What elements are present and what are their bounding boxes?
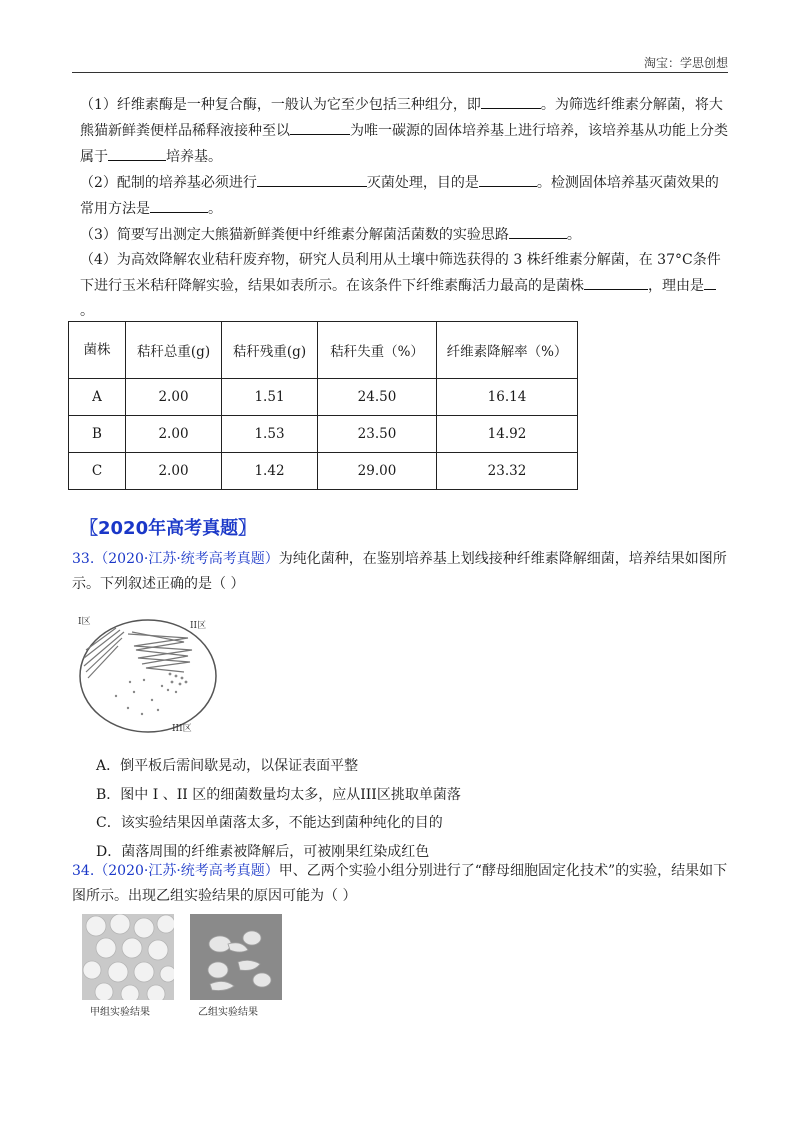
text-run: （1）纤维素酶是一种复合酶，一般认为它至少包括三种组分，即 xyxy=(80,97,481,113)
group-b-result-photo xyxy=(190,914,282,1000)
petri-dish-rim xyxy=(80,620,216,732)
petri-dish-figure xyxy=(72,610,222,736)
photo-caption: 甲组实验结果 xyxy=(90,1007,150,1018)
answer-blank[interactable] xyxy=(704,273,716,290)
table-cell: 1.53 xyxy=(222,416,318,453)
group-a-result-photo xyxy=(82,914,174,1000)
question-source: （2020·江苏·统考高考真题） xyxy=(94,551,279,567)
table-row xyxy=(69,416,578,453)
colony-dots xyxy=(115,673,188,716)
text-run: 。 xyxy=(566,227,581,243)
text-run: ，理由是 xyxy=(648,278,704,294)
table-cell: 16.14 xyxy=(437,379,578,416)
zone-2-label: II区 xyxy=(190,621,207,631)
question-33 xyxy=(72,547,732,597)
table-cell: 23.50 xyxy=(318,416,437,453)
text-run: 灭菌处理，目的是 xyxy=(366,175,479,191)
table-cell: 14.92 xyxy=(437,416,578,453)
text-run: （4）为高效降解农业秸秆废弃物，研究人员利用从土壤中筛选获得的 3 株纤维素分解菌，在 37°C条件下进行玉米秸秆降解实验，结果如表所示。在该条件下纤维素酶活力最高的是菌株 xyxy=(80,252,721,294)
table-header-cell: 菌株 xyxy=(69,322,126,379)
table-cell: C xyxy=(69,453,126,490)
question-34 xyxy=(72,859,732,909)
table-header-cell: 秸秆总重(g) xyxy=(126,322,222,379)
option-d[interactable]: D．菌落周围的纤维素被降解后，可被刚果红染成红色 xyxy=(96,843,430,860)
zone-1-label: I区 xyxy=(78,617,91,627)
table-cell: 29.00 xyxy=(318,453,437,490)
question-stem: 为纯化菌种，在鉴别培养基上划线接种纤维素降解细菌，培养结果如图所示。下列叙述正确的是（ ） xyxy=(72,551,727,592)
option-a[interactable]: A．倒平板后需间歇晃动，以保证表面平整 xyxy=(96,758,359,774)
header-divider xyxy=(72,72,728,73)
table-cell: 1.42 xyxy=(222,453,318,490)
text-run: 。 xyxy=(208,201,222,217)
question-source: （2020·江苏·统考高考真题） xyxy=(94,863,279,879)
table-row xyxy=(69,453,578,490)
text-run: 为唯一碳源的固体培养基上进行培养，该培养基从功能上分类属于 xyxy=(80,123,728,165)
answer-blank[interactable] xyxy=(150,196,208,213)
question-number: 33. xyxy=(72,551,95,567)
table-cell: 24.50 xyxy=(318,379,437,416)
table-cell: 2.00 xyxy=(126,453,222,490)
option-b[interactable]: B．图中 I 、II 区的细菌数量均太多，应从III区挑取单菌落 xyxy=(96,786,461,803)
table-row xyxy=(69,379,578,416)
zone-3-label: III区 xyxy=(172,724,192,734)
text-run: （3）简要写出测定大熊猫新鲜粪便中纤维素分解菌活菌数的实验思路 xyxy=(80,227,509,243)
sub-question-1 xyxy=(72,92,728,170)
sub-question-3 xyxy=(72,222,728,248)
answer-blank[interactable] xyxy=(290,118,350,135)
question-block-prev xyxy=(72,92,728,324)
photo-caption: 乙组实验结果 xyxy=(198,1007,258,1018)
answer-blank[interactable] xyxy=(479,170,537,187)
table-cell: 2.00 xyxy=(126,416,222,453)
section-title: 〖2020年高考真题〗 xyxy=(80,518,257,539)
sub-question-2 xyxy=(72,170,728,222)
option-list xyxy=(96,752,461,866)
text-run: 。 xyxy=(80,303,94,319)
table-header-cell: 纤维素降解率（%） xyxy=(437,322,578,379)
table-header-row xyxy=(69,322,578,379)
table-cell: 2.00 xyxy=(126,379,222,416)
table-cell: A xyxy=(69,379,126,416)
page-header: 淘宝：学思创想 xyxy=(643,56,728,70)
option-c[interactable]: C．该实验结果因单菌落太多，不能达到菌种纯化的目的 xyxy=(96,815,443,831)
text-run: （2）配制的培养基必须进行 xyxy=(80,175,257,191)
table-cell: 23.32 xyxy=(437,453,578,490)
answer-blank[interactable] xyxy=(257,170,367,187)
answer-blank[interactable] xyxy=(509,222,567,239)
table-header-cell: 秸秆残重(g) xyxy=(222,322,318,379)
text-run: 。为筛选纤维素分解菌，将大熊猫新鲜粪便样品稀释液接种至以 xyxy=(80,97,723,139)
question-number: 34. xyxy=(72,863,95,879)
text-run: 。检测固体培养基灭菌效果的常用方法是 xyxy=(80,175,719,217)
table-cell: B xyxy=(69,416,126,453)
question-stem: 甲、乙两个实验小组分别进行了“酵母细胞固定化技术”的实验，结果如下图所示。出现乙组实验结果的原因可能为（ ） xyxy=(72,863,728,904)
answer-blank[interactable] xyxy=(108,144,166,161)
answer-blank[interactable] xyxy=(481,92,541,109)
table-cell: 1.51 xyxy=(222,379,318,416)
answer-blank[interactable] xyxy=(584,273,648,290)
text-run: 培养基。 xyxy=(166,149,222,165)
sub-question-4 xyxy=(72,248,728,324)
results-table xyxy=(68,321,578,490)
table-header-cell: 秸秆失重（%） xyxy=(318,322,437,379)
